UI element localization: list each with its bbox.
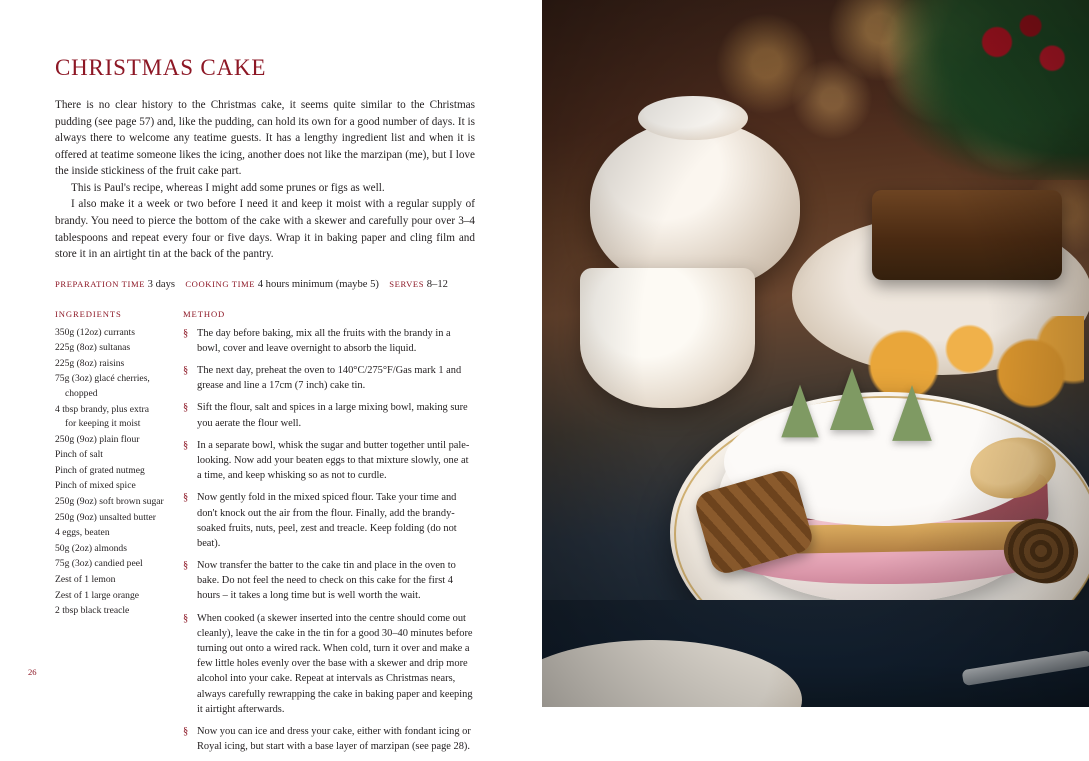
ingredients-column: [55, 309, 183, 761]
intro-paragraph-3: I also make it a week or two before I need it and keep it moist with a regular supply of brandy. You need to pierce the bottom of the cake with a skewer and carefully pour over 3–4 tablespoons and repeat every four or five days. Wrap it in baking paper and cling film and store it in an airtight tin at the back of the pantry.: [55, 198, 475, 261]
ingredient-text: Pinch of mixed spice: [55, 480, 136, 492]
method-step: [183, 438, 475, 484]
method-step-text: The day before baking, mix all the fruits with the brandy in a bowl, cover and leave overnight to absorb the liquid.: [197, 327, 451, 354]
method-heading: METHOD: [183, 308, 226, 319]
fruit-loaf: [872, 190, 1062, 280]
ingredient-text: 250g (9oz) soft brown sugar: [55, 496, 164, 508]
prep-time-label: PREPARATION TIME: [55, 278, 146, 289]
recipe-photograph: [542, 0, 1089, 707]
list-item: [55, 433, 167, 448]
teapot-lid: [638, 96, 748, 140]
cook-time-label: COOKING TIME: [185, 278, 256, 289]
list-item: [55, 542, 167, 557]
ingredient-text: 75g (3oz) candied peel: [55, 558, 143, 570]
method-step: [183, 363, 475, 393]
recipe-content: [55, 55, 475, 761]
ingredient-text: Zest of 1 large orange: [55, 589, 140, 601]
page-title: CHRISTMAS CAKE: [55, 55, 267, 80]
list-item: [55, 341, 167, 356]
ingredient-text: 225g (8oz) sultanas: [55, 342, 131, 354]
serves-value: 8–12: [426, 278, 448, 290]
list-item: [55, 326, 167, 341]
list-item: [55, 479, 167, 494]
serves-label: SERVES: [389, 278, 425, 289]
paragraph-mark-icon: §: [183, 560, 189, 572]
method-step: [183, 490, 475, 551]
list-item: [55, 495, 167, 510]
intro-paragraph-2: This is Paul's recipe, whereas I might add some prunes or figs as well.: [71, 181, 385, 194]
sugar-bowl: [580, 268, 755, 408]
ingredient-text: 50g (2oz) almonds: [55, 542, 127, 554]
teapot: [590, 120, 800, 290]
method-step-text: Sift the flour, salt and spices in a large mixing bowl, making sure you aerate the flour well.: [197, 402, 468, 429]
paragraph-mark-icon: §: [183, 439, 189, 451]
list-item: [55, 403, 167, 432]
list-item: [55, 511, 167, 526]
method-step: [183, 400, 475, 430]
method-step: [183, 724, 475, 754]
recipe-text-page: [0, 0, 542, 753]
method-step-text: The next day, preheat the oven to 140°C/275°F/Gas mark 1 and grease and line a 17cm (7 inch) cake tin.: [197, 365, 462, 392]
paragraph-mark-icon: §: [183, 492, 189, 504]
recipe-meta: [55, 277, 475, 293]
ingredient-text: 225g (8oz) raisins: [55, 357, 125, 369]
ingredient-text: Pinch of salt: [55, 449, 103, 461]
method-step: [183, 558, 475, 604]
marzipan-tree-icon: [892, 385, 932, 441]
ingredient-text: 75g (3oz) glacé cherries,: [55, 373, 150, 385]
ingredient-text: Zest of 1 lemon: [55, 573, 116, 585]
ingredient-text: 250g (9oz) plain flour: [55, 433, 140, 445]
holly-berries-decoration: [961, 6, 1081, 96]
paragraph-mark-icon: §: [183, 612, 189, 624]
ingredient-text: 2 tbsp black treacle: [55, 605, 130, 617]
page-number: 26: [28, 667, 37, 677]
ingredient-text: 350g (12oz) currants: [55, 326, 135, 338]
list-item: [55, 448, 167, 463]
method-step-text: Now transfer the batter to the cake tin and place in the oven to bake. Do not feel the need to check on this cake for the first 4 hours – it takes a long time but is well worth the wait.: [197, 560, 456, 602]
list-item: [55, 372, 167, 401]
ingredient-text: 4 tbsp brandy, plus extra: [55, 403, 149, 415]
list-item: [55, 464, 167, 479]
intro-paragraph-1: There is no clear history to the Christmas cake, it seems quite similar to the Christmas pudding (see page 57) and, like the pudding, can hold its own for a good number of days. It is always there to welcome any teatime guests. It has a lengthy ingredient list and when it is offered at teatime someone likes the icing, another does not like the marzipan (me), but I love the inside stickiness of the fruit cake part.: [55, 99, 475, 178]
method-step-text: Now gently fold in the mixed spiced flour. Take your time and don't knock out the air from the flour. Finally, add the brandy-soaked fruits, nuts, peel, zest and treacle. Keep folding (do not beat).: [197, 492, 457, 549]
ingredient-text: Pinch of grated nutmeg: [55, 464, 145, 476]
list-item: [55, 526, 167, 541]
list-item: [55, 357, 167, 372]
method-step: [183, 611, 475, 717]
method-step: [183, 326, 475, 356]
ingredients-list: [55, 326, 167, 619]
method-step-text: In a separate bowl, whisk the sugar and butter together until pale-looking. Now add your beaten eggs to that mixture slowly, one at a time, and keep whisking so as not to curdle.: [197, 439, 470, 482]
paragraph-mark-icon: §: [183, 725, 189, 737]
ingredient-text-cont: chopped: [65, 387, 98, 399]
list-item: [55, 557, 167, 572]
prep-time-value: 3 days: [147, 278, 176, 290]
paragraph-mark-icon: §: [183, 402, 189, 414]
list-item: [55, 604, 167, 619]
list-item: [55, 573, 167, 588]
ingredient-text: 250g (9oz) unsalted butter: [55, 511, 156, 523]
cook-time-value: 4 hours minimum (maybe 5): [257, 278, 379, 290]
method-step-text: When cooked (a skewer inserted into the centre should come out cleanly), leave the cake in the tin for a good 30–40 minutes before turning out onto a wired rack. When cold, turn it over and make a few little holes evenly over the base with a skewer and drip more alcohol into your cake. Repeat at intervals as Christmas nears, always carefully rewrapping the cake in baking paper and keeping it airtight afterwards.: [197, 612, 473, 715]
paragraph-mark-icon: §: [183, 365, 189, 377]
marzipan-tree-icon: [781, 385, 818, 438]
method-column: [183, 309, 475, 761]
recipe-columns: [55, 309, 475, 761]
ingredient-text-cont: for keeping it moist: [65, 418, 141, 430]
paragraph-mark-icon: §: [183, 327, 189, 339]
method-step-text: Now you can ice and dress your cake, either with fondant icing or Royal icing, but start with a base layer of marzipan (see page 28).: [197, 725, 471, 753]
ingredients-heading: INGREDIENTS: [55, 308, 122, 319]
marzipan-tree-icon: [830, 368, 874, 430]
recipe-introduction: [55, 97, 475, 263]
ingredient-text: 4 eggs, beaten: [55, 527, 110, 539]
list-item: [55, 589, 167, 604]
